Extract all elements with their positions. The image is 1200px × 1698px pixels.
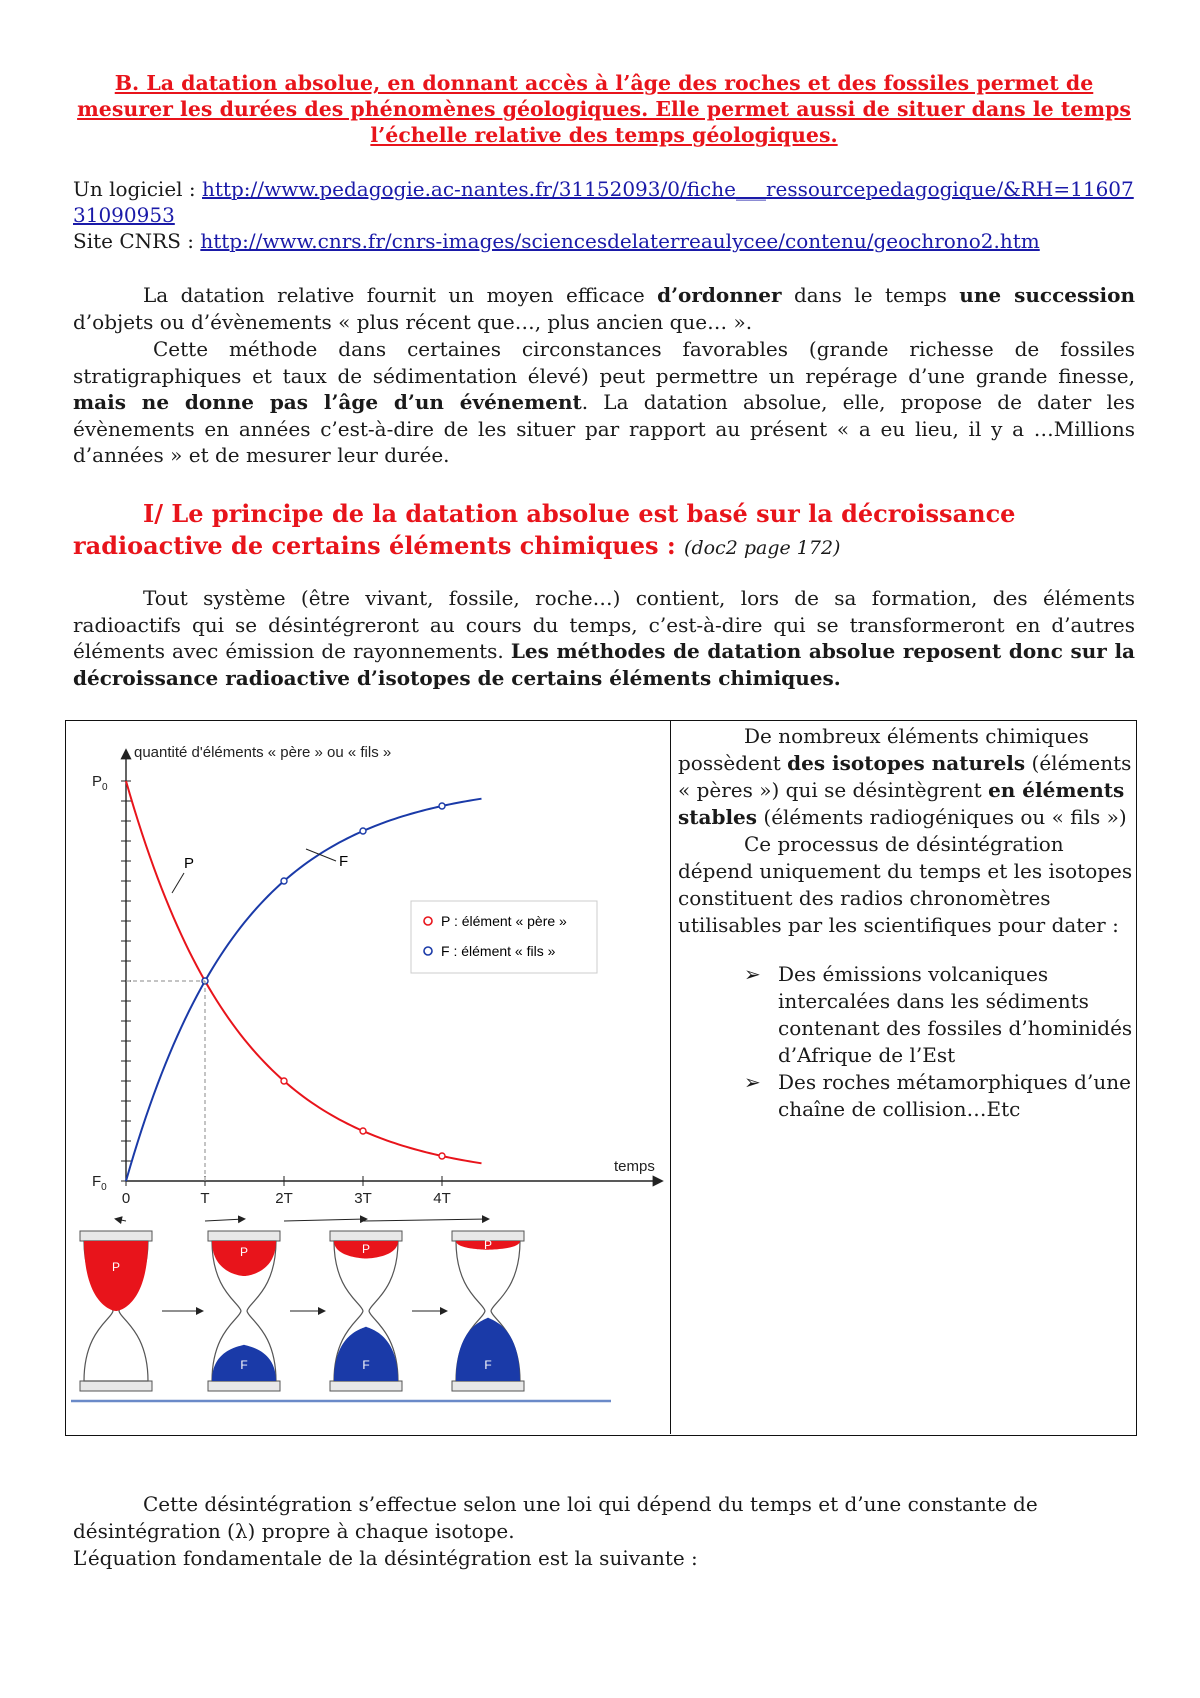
explanation-paragraph-2: Ce processus de désintégration dépend uniquement du temps et les isotopes constituent des radios chronomètres utilisables par les scientifiques pour dater :	[678, 832, 1133, 937]
data-point-f	[360, 828, 366, 834]
hourglass-letter: P	[111, 1260, 121, 1274]
hourglass-letter: F	[240, 1358, 248, 1372]
data-point-p	[439, 1153, 445, 1159]
y-ticks	[92, 773, 131, 1193]
y-tick-label-p0: $P_0$	[92, 773, 108, 793]
arrowhead-bullet-icon: ➢	[744, 962, 761, 986]
decay-chart	[66, 721, 670, 1434]
y-axis-label: quantité d'éléments « père » ou « fils »	[134, 744, 392, 761]
principle-paragraph: Tout système (être vivant, fossile, roche…) contient, lors de sa formation, des éléments radioactifs qui se désintégreront au cours du temps, c’est-à-dire qui se transformeront en d’autres éléments avec émission de rayonnements. Les méthodes de datation absolue reposent donc sur la décroissance radioactive d’isotopes de certains éléments chimiques.	[73, 586, 1136, 690]
data-point-f	[281, 878, 287, 884]
software-link[interactable]: http://www.pedagogie.ac-nantes.fr/31152093/0/fiche___ressourcepedagogique/&RH=1160731090953	[73, 177, 1134, 227]
legend-label-f: F : élément « fils »	[441, 943, 556, 959]
father-fill	[84, 1241, 148, 1311]
time-to-hourglass-arrow	[284, 1219, 366, 1221]
hourglass-letter: F	[484, 1358, 492, 1372]
cnrs-link[interactable]: http://www.cnrs.fr/cnrs-images/sciencesdelaterreaulycee/contenu/geochrono2.htm	[200, 229, 1040, 253]
legend-label-p: P : élément « père »	[441, 913, 567, 929]
software-label: Un logiciel :	[73, 177, 203, 201]
closing-paragraph-1: Cette désintégration s’effectue selon une loi qui dépend du temps et d’une constante de désintégration (λ) propre à chaque isotope.	[73, 1492, 1038, 1543]
curve-label-f: F	[339, 853, 349, 870]
hourglass-arrows	[116, 1219, 488, 1311]
list-item: ➢ Des émissions volcaniques intercalées dans les sédiments contenant des fossiles d’hominidés d’Afrique de l’Est	[744, 962, 1133, 1067]
hourglass-letter: F	[362, 1358, 370, 1372]
closing-paragraph-2: L’équation fondamentale de la désintégration est la suivante :	[73, 1546, 698, 1570]
series-group	[126, 781, 482, 1181]
hourglass-letter: P	[483, 1238, 493, 1252]
legend-box	[411, 901, 597, 973]
y-tick-label-f0: $F_0$	[92, 1173, 107, 1193]
examples-list	[678, 961, 1133, 1123]
legend	[411, 901, 597, 973]
doc-reference: (doc2 page 172)	[684, 537, 841, 559]
figure-explanation	[678, 723, 1133, 1123]
x-tick-label: 3T	[354, 1190, 372, 1207]
list-item: ➢ Des roches métamorphiques d’une chaîne de collision…Etc	[744, 1070, 1131, 1121]
data-point-p	[281, 1078, 287, 1084]
data-point-f	[439, 803, 445, 809]
x-tick-label: 4T	[433, 1190, 451, 1207]
x-axis-label: temps	[614, 1158, 655, 1175]
x-tick-label: 0	[121, 1190, 131, 1207]
arrowhead-bullet-icon: ➢	[744, 1070, 761, 1094]
son-fill	[334, 1327, 398, 1381]
curve-label-p-leader	[172, 873, 184, 893]
series-line-f	[126, 799, 482, 1181]
hourglass-letter: P	[239, 1245, 249, 1259]
resource-links	[73, 176, 1135, 254]
intro-paragraph-1: La datation relative fournit un moyen efficace d’ordonner dans le temps une succession d’objets ou d’évènements « plus récent que…, plus ancien que… ».	[73, 283, 1135, 334]
data-point-p	[360, 1128, 366, 1134]
x-tick-label: T	[200, 1190, 210, 1207]
closing-text	[73, 1491, 1135, 1572]
time-to-hourglass-arrow	[116, 1219, 126, 1221]
cnrs-label: Site CNRS :	[73, 229, 201, 253]
section-title: B. La datation absolue, en donnant accès à l’âge des roches et des fossiles permet de mesurer les durées des phénomènes géologiques. Elle permet aussi de situer dans le temps l’échelle relative des temps géologiques.	[77, 71, 1131, 147]
time-to-hourglass-arrow	[205, 1219, 244, 1221]
curve-label-p: P	[184, 855, 195, 872]
figure-panel	[66, 721, 671, 1434]
heading-principle: I/ Le principe de la datation absolue est basé sur la décroissance radioactive de certains éléments chimiques : (doc2 page 172)	[73, 499, 1016, 560]
intro-paragraph-2: Cette méthode dans certaines circonstances favorables (grande richesse de fossiles stratigraphiques et taux de sédimentation élevé) peut permettre un repérage d’une grande finesse, mais ne donne pas l’âge d’un événement. La datation absolue, elle, propose de dater les évènements en années c’est-à-dire de les situer par rapport au présent « a eu lieu, il y a …Millions d’années » et de mesurer leur durée.	[73, 337, 1135, 467]
figure-box	[65, 720, 1137, 1436]
hourglass-letter: P	[361, 1242, 371, 1256]
x-tick-label: 2T	[275, 1190, 293, 1207]
hourglass	[80, 1231, 152, 1391]
explanation-paragraph-1: De nombreux éléments chimiques possèdent des isotopes naturels (éléments « pères ») qui se désintègrent en éléments stables (éléments radiogéniques ou « fils »)	[678, 724, 1132, 829]
time-to-hourglass-arrow	[363, 1219, 488, 1221]
